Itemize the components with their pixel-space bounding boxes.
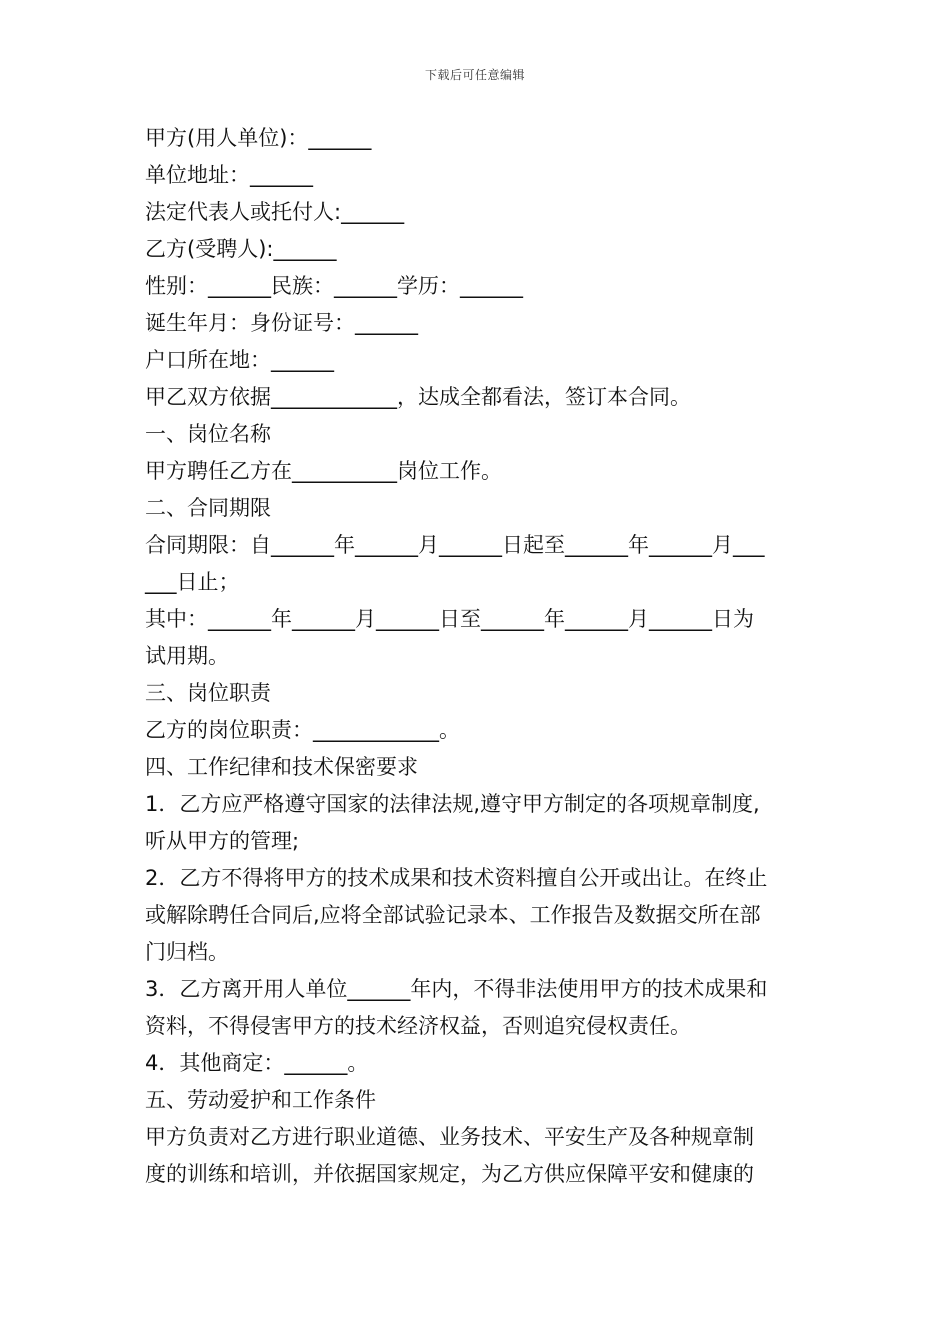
section-heading-term: 二、合同期限: [145, 496, 271, 520]
section-heading-protection: 五、劳动爱护和工作条件: [145, 1088, 376, 1112]
household-line: 户口所在地：______: [145, 348, 334, 372]
term-line-1: 合同期限：自______年______月______日起至______年______月___: [145, 533, 765, 557]
protection-line-2: 度的训练和培训，并依据国家规定，为乙方供应保障平安和健康的: [145, 1162, 754, 1186]
agreement-line: 甲乙双方依据____________，达成全都看法，签订本合同。: [145, 385, 691, 409]
representative-line: 法定代表人或托付人:______: [145, 200, 405, 224]
probation-line-1: 其中：______年______月______日至______年______月______日为: [145, 607, 754, 631]
duties-line: 乙方的岗位职责：____________。: [145, 718, 460, 742]
position-line: 甲方聘任乙方在__________岗位工作。: [145, 459, 502, 483]
discipline-item-2-line-3: 门归档。: [145, 940, 229, 964]
address-line: 单位地址：______: [145, 163, 313, 187]
discipline-item-1-line-2: 听从甲方的管理;: [145, 829, 300, 853]
discipline-item-2-line-2: 或解除聘任合同后,应将全部试验记录本、工作报告及数据交所在部: [145, 903, 761, 927]
gender-ethnicity-education-line: 性别：______民族：______学历：______: [145, 274, 523, 298]
discipline-item-4: 4．其他商定：______。: [145, 1051, 369, 1075]
protection-line-1: 甲方负责对乙方进行职业道德、业务技术、平安生产及各种规章制: [145, 1125, 754, 1149]
probation-line-2: 试用期。: [145, 644, 229, 668]
party-a-line: 甲方(用人单位)：______: [145, 126, 372, 150]
section-heading-duties: 三、岗位职责: [145, 681, 271, 705]
discipline-item-3-line-1: 3．乙方离开用人单位______年内，不得非法使用甲方的技术成果和: [145, 977, 768, 1001]
term-line-2: ___日止；: [145, 570, 240, 594]
discipline-item-1-line-1: 1．乙方应严格遵守国家的法律法规,遵守甲方制定的各项规章制度,: [145, 792, 760, 816]
contract-body: [145, 120, 810, 1193]
section-heading-discipline: 四、工作纪律和技术保密要求: [145, 755, 418, 779]
discipline-item-3-line-2: 资料，不得侵害甲方的技术经济权益，否则追究侵权责任。: [145, 1014, 691, 1038]
birth-id-line: 诞生年月：身份证号：______: [145, 311, 418, 335]
section-heading-position: 一、岗位名称: [145, 422, 271, 446]
party-b-line: 乙方(受聘人):______: [145, 237, 337, 261]
page-header: 下载后可任意编辑: [424, 68, 525, 82]
discipline-item-2-line-1: 2．乙方不得将甲方的技术成果和技术资料擅自公开或出让。在终止: [145, 866, 768, 890]
